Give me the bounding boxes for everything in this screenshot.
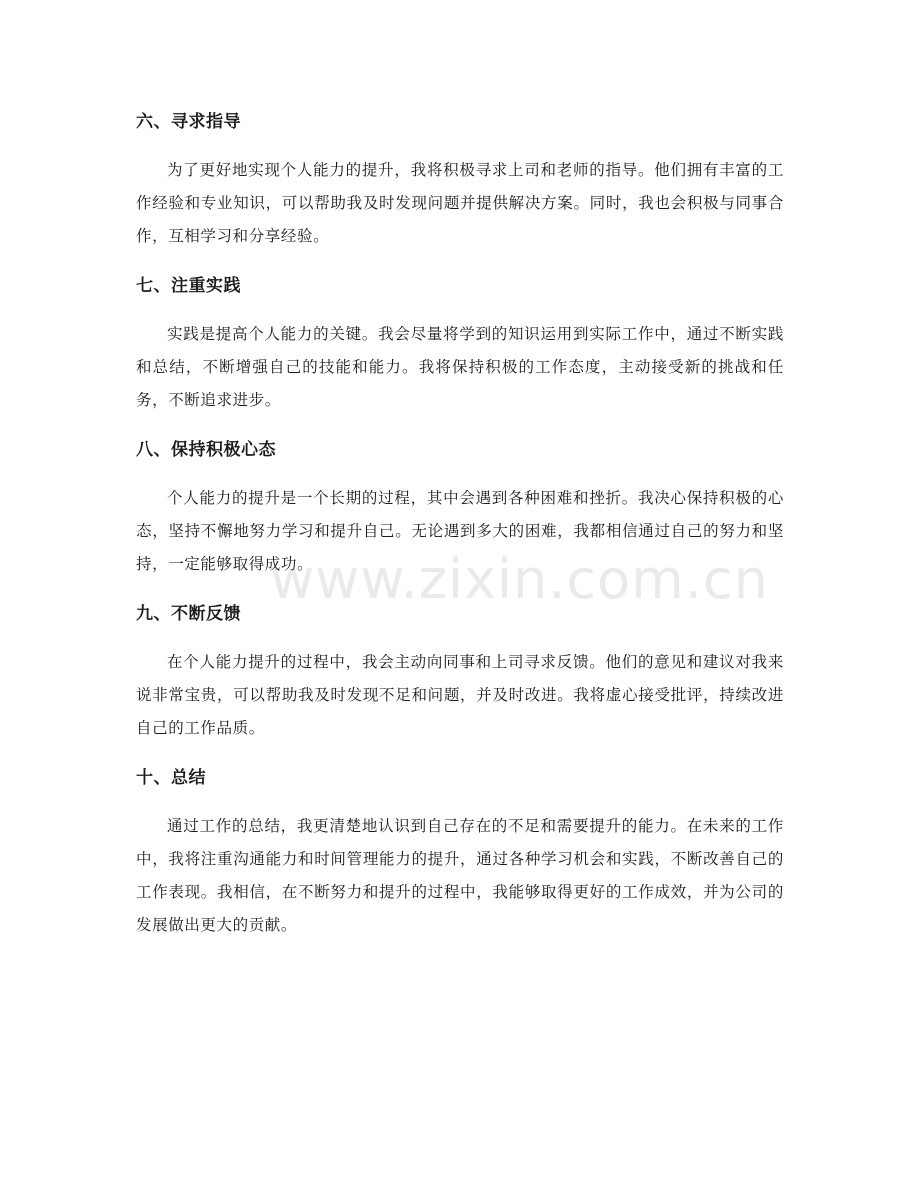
- section-heading: 七、注重实践: [136, 276, 241, 296]
- section-paragraph: 通过工作的总结，我更清楚地认识到自己存在的不足和需要提升的能力。在未来的工作中，我将注重沟通能力和时间管理能力的提升，通过各种学习机会和实践，不断改善自己的工作表现。我相信，在不断努力和提升的过程中，我能够取得更好的工作成效，并为公司的发展做出更大的贡献。: [136, 817, 784, 934]
- section-summary: [136, 762, 784, 942]
- section-paragraph: 实践是提高个人能力的关键。我会尽量将学到的知识运用到实际工作中，通过不断实践和总结，不断增强自己的技能和能力。我将保持积极的工作态度，主动接受新的挑战和任务，不断追求进步。: [136, 325, 784, 409]
- section-heading: 九、不断反馈: [136, 604, 241, 624]
- watermark: www.zixin.com.cn: [270, 548, 769, 611]
- section-paragraph: 为了更好地实现个人能力的提升，我将积极寻求上司和老师的指导。他们拥有丰富的工作经验和专业知识，可以帮助我及时发现问题并提供解决方案。同时，我也会积极与同事合作，互相学习和分享经验。: [136, 161, 784, 245]
- document-body: [136, 106, 784, 959]
- section-paragraph: 个人能力的提升是一个长期的过程，其中会遇到各种困难和挫折。我决心保持积极的心态，坚持不懈地努力学习和提升自己。无论遇到多大的困难，我都相信通过自己的努力和坚持，一定能够取得成功。: [136, 489, 784, 573]
- section-feedback: [136, 598, 784, 745]
- section-positive-attitude: [136, 434, 784, 581]
- section-practice: [136, 270, 784, 417]
- section-seek-guidance: [136, 106, 784, 253]
- section-paragraph: 在个人能力提升的过程中，我会主动向同事和上司寻求反馈。他们的意见和建议对我来说非常宝贵，可以帮助我及时发现不足和问题，并及时改进。我将虚心接受批评，持续改进自己的工作品质。: [136, 653, 784, 737]
- section-heading: 十、总结: [136, 768, 206, 788]
- section-heading: 六、寻求指导: [136, 112, 241, 132]
- section-heading: 八、保持积极心态: [136, 440, 276, 460]
